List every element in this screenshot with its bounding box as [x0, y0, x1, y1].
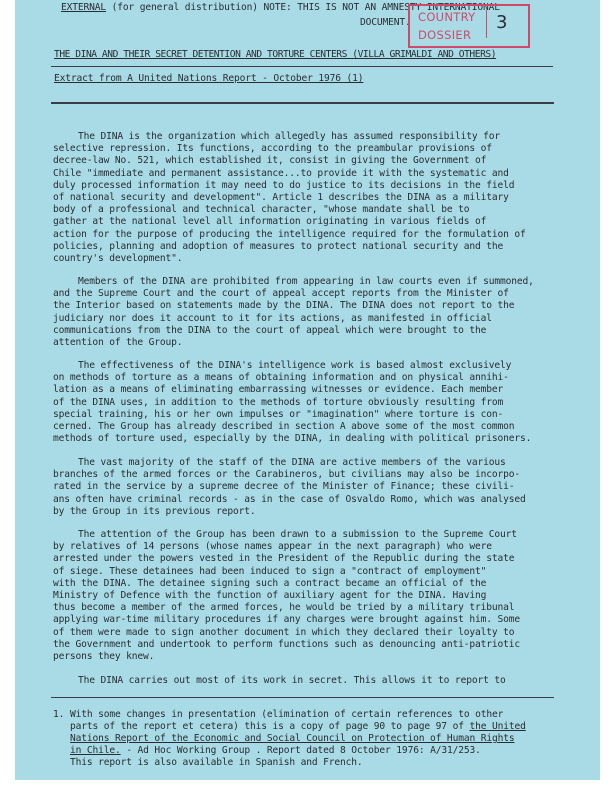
paragraph-line: selective repression. Its functions, according to the preambular provisions of: [53, 143, 492, 155]
paragraph-line: gather at the national level all information originating in various fields of: [53, 216, 487, 228]
paragraph-line: applying war-time military procedures if any charges were brought against him. Some: [53, 614, 520, 626]
paragraph-line: Members of the DINA are prohibited from appearing in law courts even if summoned,: [78, 276, 534, 287]
footnote-line: [70, 721, 526, 733]
paragraph-line: The effectiveness of the DINA's intelligence work is based almost exclusively: [78, 360, 512, 371]
paragraph-line: persons they knew.: [53, 651, 155, 662]
paragraph-line: the Interior based on statements made by the DINA. The DINA does not report to the: [53, 300, 515, 312]
title-rule: [51, 66, 553, 67]
paragraph-line: policies, planning and adoption of measures to protect national security and the: [53, 240, 504, 252]
document-page: [15, 0, 600, 780]
document-subtitle: Extract from A United Nations Report - October 1976 (1): [54, 73, 364, 84]
paragraph-line: and the Supreme Court and the court of appeal accept reports from the Minister of: [53, 288, 509, 300]
paragraph-line: of them were made to sign another document in which they declared their loyalty to: [53, 626, 515, 638]
stamp-number: 3: [496, 12, 508, 33]
paragraph-line: ans often have criminal records - as in the case of Osvaldo Romo, which was analysed: [53, 493, 526, 505]
paragraph-line: methods of torture used, especially by the DINA, in dealing with political prisoners.: [53, 433, 532, 445]
paragraph-line: communications from the DINA to the court of appeal which were brought to the: [53, 324, 487, 336]
paragraph-line: the Government and undertook to perform functions such as denouncing anti-patriotic: [53, 638, 520, 650]
footnote-line: This report is also available in Spanish and French.: [70, 757, 363, 768]
paragraph-line: lation as a means of eliminating embarrassing witnesses or evidence. Each member: [53, 384, 504, 396]
paragraph-line: The vast majority of the staff of the DINA are active members of the various: [78, 457, 506, 468]
paragraph-line: branches of the armed forces or the Carabineros, but civilians may also be incorpo-: [53, 469, 520, 481]
paragraph-line: of national security and development". Article 1 describes the DINA as a military: [53, 192, 509, 203]
section-divider: [51, 102, 554, 104]
paragraph-line: Ministry of Defence with the function of auxiliary agent for the DINA. Having: [53, 590, 487, 601]
paragraph-line: action for the purpose of producing the intelligence required for the formulation of: [53, 228, 526, 240]
paragraph-line: body of a professional and technical character, "whose mandate shall be to: [53, 204, 470, 216]
footnote-marker: 1.: [53, 709, 65, 720]
paragraph-line: duly processed information it may need to do justice to its decisions in the field: [53, 179, 515, 191]
header-line1: (for general distribution) NOTE: THIS IS NOT AN AMNESTY INTERNATIONAL: [106, 2, 500, 13]
paragraph-line: by the Group in its previous report.: [53, 505, 256, 517]
paragraph-line: The DINA is the organization which allegedly has assumed responsibility for: [78, 131, 500, 142]
footnote-citation: in Chile.: [70, 745, 121, 756]
paragraph-line: judiciary nor does it account to it for its actions, as manifested in official: [53, 312, 492, 324]
footnote-text: parts of the report et cetera) this is a copy of page 90 to page 97 of: [70, 721, 470, 732]
footnote-line: With some changes in presentation (elimination of certain references to other: [70, 709, 504, 720]
footnote-line: [70, 745, 481, 757]
stamp-line-dossier: DOSSIER: [418, 28, 472, 42]
paragraph-line: The DINA carries out most of its work in secret. This allows it to report to: [78, 675, 506, 686]
paragraph-line: country's development".: [53, 253, 183, 264]
paragraph-line: special training, his or her own impulses or "imagination" where torture is con-: [53, 408, 504, 420]
document-title: THE DINA AND THEIR SECRET DETENTION AND TORTURE CENTERS (VILLA GRIMALDI AND OTHERS): [54, 49, 497, 60]
paragraph-line: The attention of the Group has been drawn to a submission to the Supreme Court: [78, 529, 517, 540]
footnote-rule: [51, 697, 554, 698]
footnote-text: - Ad Hoc Working Group . Report dated 8 October 1976: A/31/253.: [120, 745, 481, 756]
footnote-citation: the United: [469, 721, 526, 732]
paragraph-line: thus become a member of the armed forces, he would be tried by a military tribunal: [53, 602, 515, 614]
paragraph-line: with the DINA. The detainee signing such a contract became an official of the: [53, 577, 487, 589]
header-external: EXTERNAL: [61, 2, 107, 13]
footnote-citation: Nations Report of the Economic and Social Council on Protection of Human Rights: [70, 733, 515, 744]
paragraph-line: cerned. The Group has already described in section A above some of the most common: [53, 421, 515, 432]
paragraph-line: arrested under the powers vested in the President of the Republic during the state: [53, 553, 515, 565]
distribution-note-continued: DOCUMENT.: [360, 17, 411, 28]
paragraph-line: rated in the service by a supreme decree of the Minister of Finance; these civili-: [53, 481, 515, 493]
paragraph-line: of siege. These detainees had been induced to sign a "contract of employment": [53, 565, 487, 577]
paragraph-line: decree-law No. 521, which established it, consist in giving the Government of: [53, 155, 487, 167]
paragraph-line: of the DINA uses, in addition to the methods of torture obviously resulting from: [53, 396, 504, 408]
paragraph-line: by relatives of 14 persons (whose names appear in the next paragraph) who were: [53, 541, 492, 553]
country-dossier-stamp: [408, 4, 530, 48]
paragraph-line: attention of the Group.: [53, 337, 183, 348]
paragraph-line: on methods of torture as a means of obtaining information and on physical annihi-: [53, 372, 509, 384]
stamp-line-country: COUNTRY: [418, 10, 476, 24]
paragraph-line: Chile "immediate and permanent assistance...to provide it with the systematic and: [53, 167, 509, 179]
